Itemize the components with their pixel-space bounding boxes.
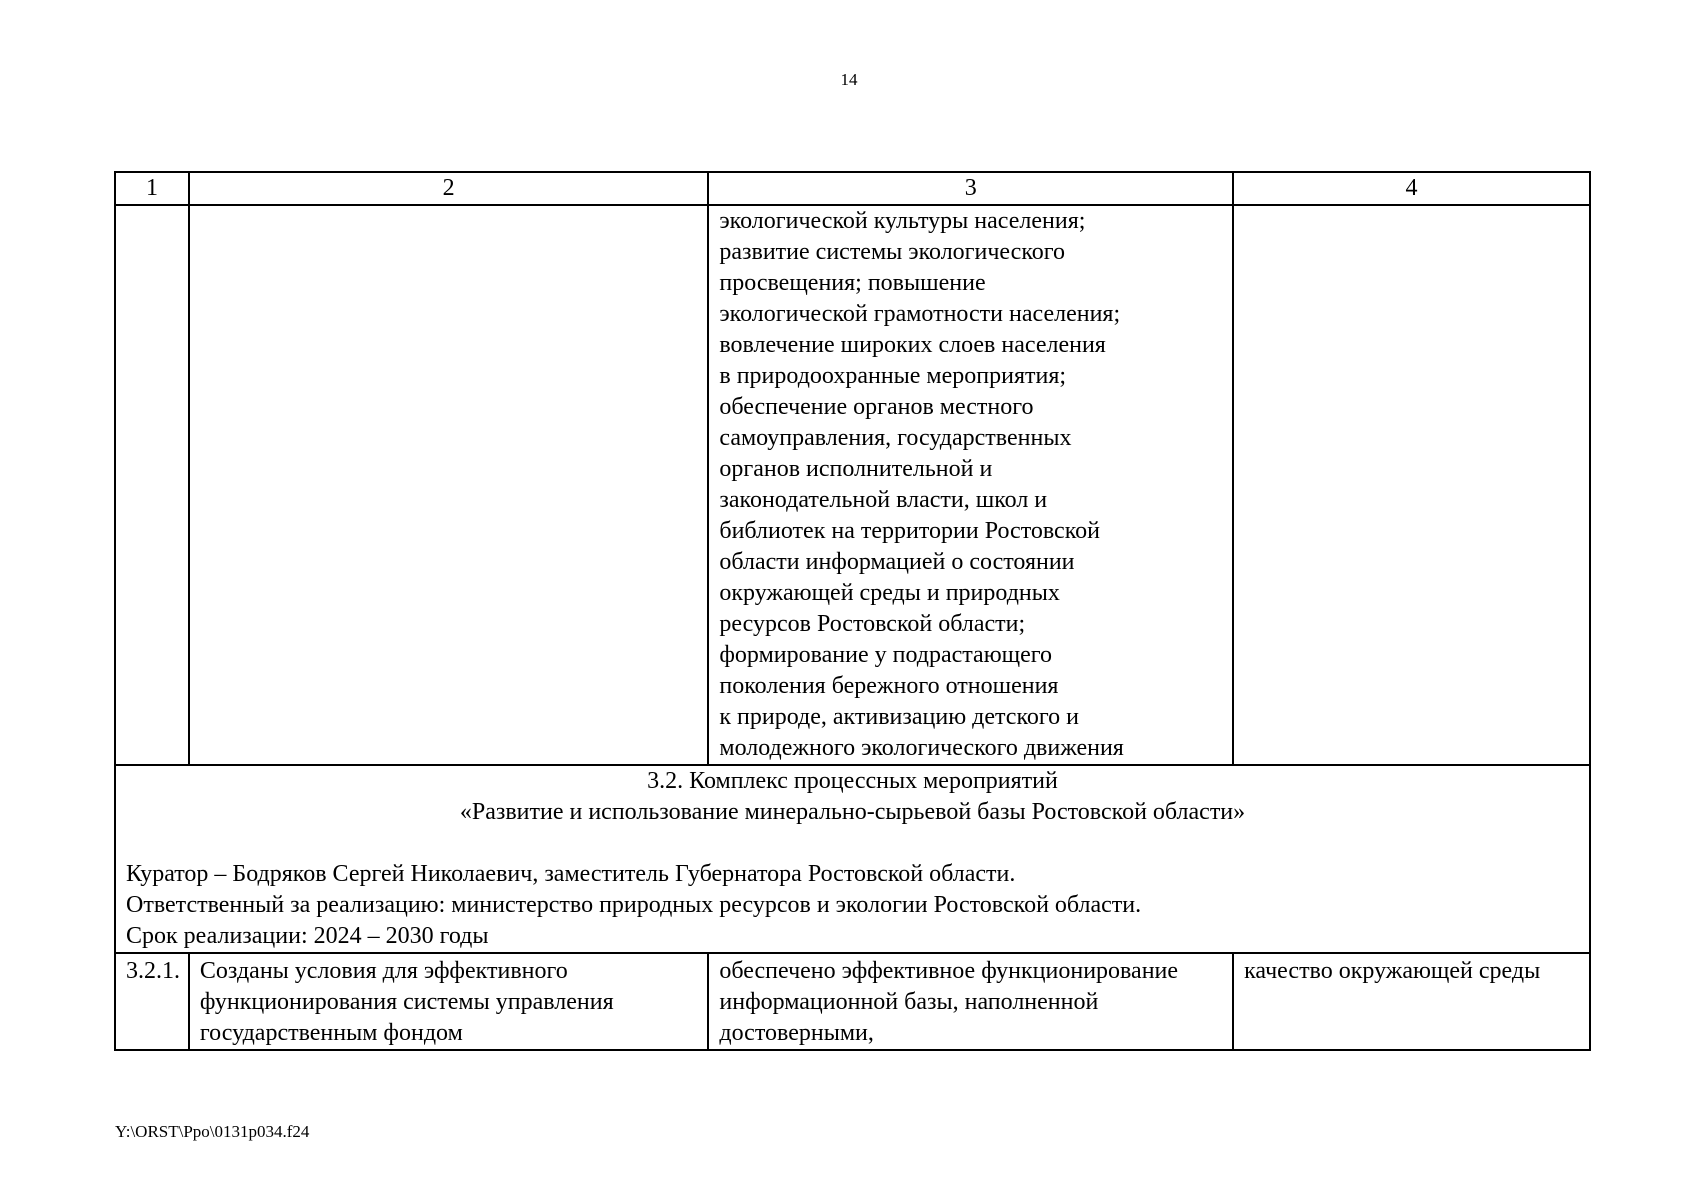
file-path: Y:\ORST\Ppo\0131p034.f24	[115, 1122, 310, 1141]
table-row-section	[115, 765, 1590, 953]
section-title	[126, 766, 1579, 828]
results-line: развитие системы экологического	[719, 239, 1066, 265]
header-cell-1: 1	[115, 172, 189, 205]
header-cell-3: 3	[708, 172, 1233, 205]
results-line: в природоохранные мероприятия;	[719, 363, 1067, 389]
continuation-cell-results	[708, 205, 1233, 765]
results-line: самоуправления, государственных	[719, 425, 1072, 451]
section-curator: Куратор – Бодряков Сергей Николаевич, заместитель Губернатора Ростовской области.	[126, 861, 1016, 887]
continuation-cell-number	[115, 205, 189, 765]
results-line: формирование у подрастающего	[719, 642, 1053, 668]
results-line: просвещения; повышение	[719, 270, 986, 296]
table-row-continuation	[115, 205, 1590, 765]
header-cell-4: 4	[1233, 172, 1590, 205]
results-line: молодежного экологического движения	[719, 735, 1124, 761]
page-number: 14	[840, 70, 858, 89]
row-task-cell: Созданы условия для эффективного функционирования системы управления государственным фондом	[189, 953, 708, 1050]
row-number-cell: 3.2.1.	[115, 953, 189, 1050]
results-line: ресурсов Ростовской области;	[719, 611, 1026, 637]
section-title-line-2: «Развитие и использование минерально-сырьевой базы Ростовской области»	[459, 799, 1246, 825]
section-term: Срок реализации: 2024 – 2030 годы	[126, 923, 489, 949]
results-line: экологической культуры населения;	[719, 208, 1086, 234]
section-info	[126, 859, 1579, 952]
results-line: библиотек на территории Ростовской	[719, 518, 1100, 544]
header-cell-2: 2	[189, 172, 708, 205]
table-row-3-2-1	[115, 953, 1590, 1050]
section-cell	[115, 765, 1590, 953]
continuation-cell-task	[189, 205, 708, 765]
row-result-cell: обеспечено эффективное функционирование информационной базы, наполненной достоверными,	[708, 953, 1233, 1050]
results-line: вовлечение широких слоев населения	[719, 332, 1106, 358]
continuation-cell-indicator	[1233, 205, 1590, 765]
results-line: поколения бережного отношения	[719, 673, 1059, 699]
results-line: органов исполнительной и	[719, 456, 993, 482]
table-header-row	[115, 172, 1590, 205]
row-indicator-cell: качество окружающей среды	[1233, 953, 1590, 1050]
results-line: области информацией о состоянии	[719, 549, 1075, 575]
results-line: окружающей среды и природных	[719, 580, 1060, 606]
results-line: экологической грамотности населения;	[719, 301, 1121, 327]
measures-table	[114, 171, 1591, 1051]
results-line: обеспечение органов местного	[719, 394, 1034, 420]
results-line: законодательной власти, школ и	[719, 487, 1048, 513]
section-title-line-1: 3.2. Комплекс процессных мероприятий	[647, 768, 1058, 794]
section-responsible: Ответственный за реализацию: министерство природных ресурсов и экологии Ростовской области.	[126, 892, 1142, 918]
results-line: к природе, активизацию детского и	[719, 704, 1079, 730]
